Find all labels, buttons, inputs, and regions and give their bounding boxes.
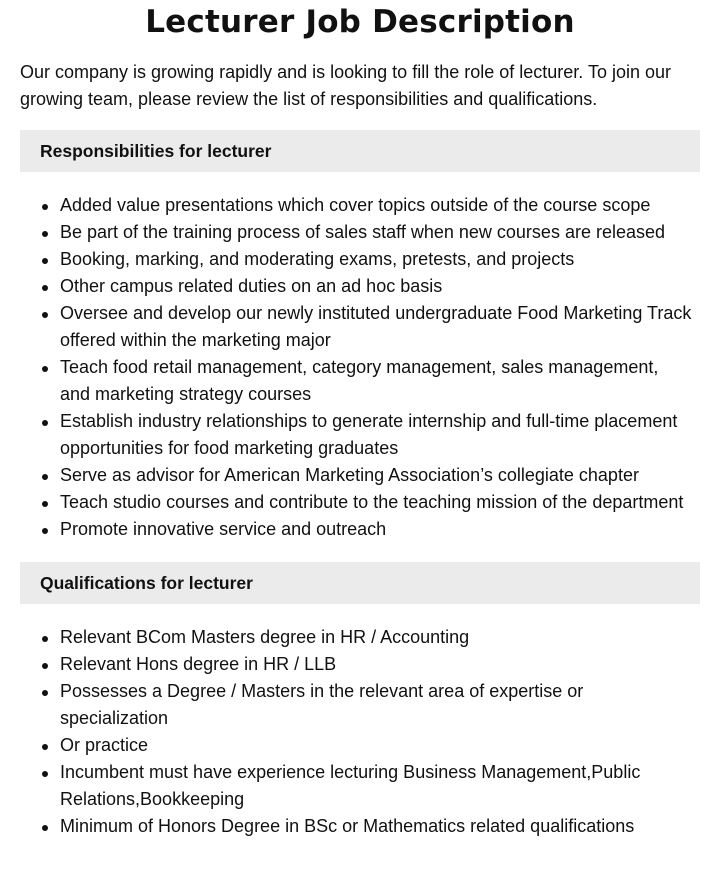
list-item: Promote innovative service and outreach bbox=[60, 516, 692, 543]
list-item: Other campus related duties on an ad hoc basis bbox=[60, 273, 692, 300]
qualifications-list bbox=[20, 624, 700, 840]
list-item: Added value presentations which cover topics outside of the course scope bbox=[60, 192, 692, 219]
intro-paragraph: Our company is growing rapidly and is looking to fill the role of lecturer. To join our growing team, please review the list of responsibilities and qualifications. bbox=[20, 62, 671, 109]
list-item: Incumbent must have experience lecturing Business Management,Public Relations,Bookkeeping bbox=[60, 759, 692, 813]
responsibilities-heading: Responsibilities for lecturer bbox=[20, 130, 700, 172]
list-item: Possesses a Degree / Masters in the relevant area of expertise or specialization bbox=[60, 678, 692, 732]
list-item: Serve as advisor for American Marketing Association’s collegiate chapter bbox=[60, 462, 692, 489]
list-item: Teach studio courses and contribute to the teaching mission of the department bbox=[60, 489, 692, 516]
qualifications-heading: Qualifications for lecturer bbox=[20, 562, 700, 604]
list-item: Minimum of Honors Degree in BSc or Mathematics related qualifications bbox=[60, 813, 692, 840]
list-item: Teach food retail management, category management, sales management, and marketing strategy courses bbox=[60, 354, 692, 408]
responsibilities-list bbox=[20, 192, 700, 543]
list-item: Establish industry relationships to generate internship and full-time placement opportunities for food marketing graduates bbox=[60, 408, 692, 462]
list-item: Oversee and develop our newly instituted undergraduate Food Marketing Track offered within the marketing major bbox=[60, 300, 692, 354]
list-item: Booking, marking, and moderating exams, pretests, and projects bbox=[60, 246, 692, 273]
list-item: Or practice bbox=[60, 732, 692, 759]
list-item: Relevant BCom Masters degree in HR / Accounting bbox=[60, 624, 692, 651]
page-title: Lecturer Job Description bbox=[145, 4, 575, 40]
list-item: Be part of the training process of sales staff when new courses are released bbox=[60, 219, 692, 246]
list-item: Relevant Hons degree in HR / LLB bbox=[60, 651, 692, 678]
